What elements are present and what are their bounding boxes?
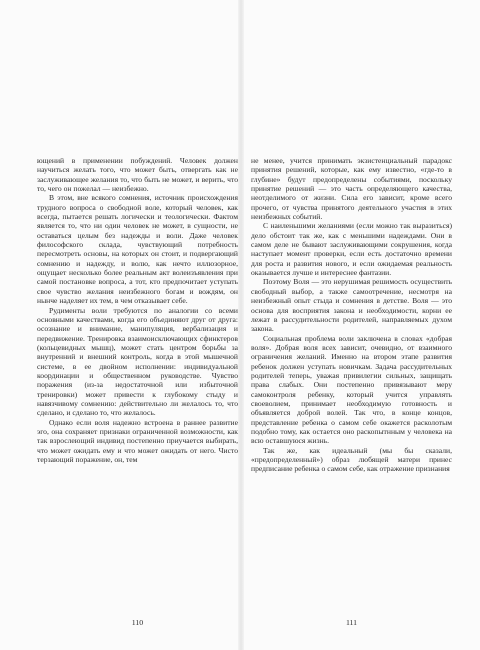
right-paragraph-5: Так же, как идеальный (мы бы сказали, «предопределенный») образ любящей матери принес предписание ребенка о самом себе, как отражение признания [251,445,452,474]
right-page [251,156,452,636]
right-paragraph-3: Поэтому Воля — это нерушимая решимость осуществить свободный выбор, а также самоотречение, несмотря на неизбежный опыт стыда и сомнения в детстве. Воля — это основа для восприятия закона и необходимости, корни ее лежат в рассудительности родителей, направляемых духом закона. [251,277,452,334]
right-paragraph-2: С наиленьшими желаниями (если можно так выразиться) дело обстоит так же, как с меньшими надеждами. Они в самом деле не бывают заслуживающими сокрушения, когда наступает момент проверки, если есть достаточно времени для роста и развития нового, и если ожидаемая реальность оказывается лучше и интереснее фантазии. [251,221,452,278]
right-paragraph-4: Социальная проблема воли заключена в словах «добрая воля». Добрая воля всех зависит, очевидно, от взаимного ограничения желаний. Именно на втором этапе развития ребенок должен уступать новичкам. Задача рассудительных родителей теперь, уважая привилегии сильных, защищать права слабых. Они постепенно привязывают меру самоконтроля ребенку, который учится управлять своеволием, принимает необходимую готовность и объявляется доброй волей. Так что, в конце концов, представление ребенка о самом себе окажется расколотым подобно тому, как остается оно раскопытнным у человека на всю оставшуюся жизнь. [251,333,452,446]
book-gutter [238,0,244,650]
left-page [37,156,238,636]
right-page-number: 111 [345,618,358,627]
left-paragraph-1: ющений в применении побуждений. Человек должен научиться желать того, что может быть, отвергать как не заслуживающее желания то, что быть не может, и верить, что то, чего он пожелал — неизбежно. [37,156,238,194]
left-paragraph-2: В этом, вне всякого сомнения, источник происхождения трудного вопроса о свободной воле, который человек, как всегда, пытается решать логически и теологически. Фактом является то, что ни один человек не может, в сущности, не оставаться целым без надежды и воли. Даже человек философского склада, чувствующий потребность пересмотреть основы, на которых он стоит, и подвергающий сомнению и надежду, и волю, как нечто иллюзорное, ощущает несколько более реальным акт волеизъявления при самой постановке вопроса, а тот, кто предпочитает уступать свое чувство желания неизбежного богам и вождям, он нынче наделяет их тем, в чем отказывает себе. [37,193,238,306]
right-paragraph-1: не менее, учится принимать экзистенциальный парадокс принятия решений, которые, как ему известно, «где-то в глубине» будут предопределены событиями, поскольку принятие решений — это часть определяющего качества, неотделимого от жизни. Сила его зависит, кроме всего прочего, от чувства принятого деятельного участия в этих неизбежных событий. [251,156,452,222]
left-page-number: 110 [131,618,144,627]
left-paragraph-4: Однако если воля надежно встроена в раннее развитие эго, она сохраняет признаки ограниченной возможности, как так взрослеющий индивид постепенно приучается выбирать, что может ожидать ему и что может ожидать от него. Чисто терзающий поражение, он, тем [37,417,238,464]
left-paragraph-3: Рудименты воли требуются по аналогии со всеми основными качествами, когда его объединяют друг от друга: осознание и внимание, манипуляция, вербализация и передвижение. Тренировка взаимоисключающих сфинктеров (кольцевидных мышц), может стать центром борьбы за внутренний и внешний контроль, когда в этой мышечной системе, в ее двойном исполнении: индивидуальной координации и общественном руководстве. Чувство поражения (из-за недостаточной или избыточной тренировки) может привести к глубокому стыду и навязчивому сомнению: действительно ли желалось то, что сделано, и сделано то, что желалось. [37,305,238,418]
